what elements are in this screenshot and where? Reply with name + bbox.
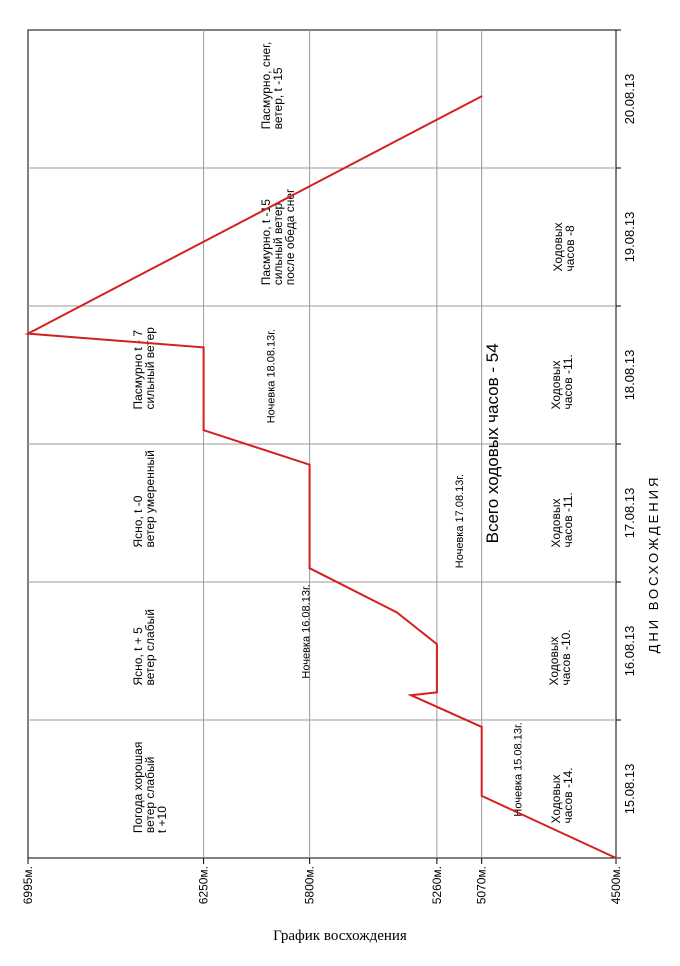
ascent-profile-point [436, 692, 438, 694]
camp-label: Ночевка 17.08.13г. [453, 473, 466, 569]
weather-note-line: после обеда снег [283, 188, 297, 286]
weather-note-line: ветер слабый [143, 609, 157, 686]
hours-note-line: часов -14. [561, 767, 575, 824]
weather-note-line: Ясно, t + 5 [131, 627, 145, 686]
weather-note-line: Пасмурно, t -15 [259, 199, 273, 286]
weather-note-line: Погода хорошая [131, 741, 145, 834]
ascent-profile-point [309, 464, 311, 466]
hours-note [551, 223, 577, 272]
altitude-tick-label: 4500м. [609, 866, 623, 905]
weather-note-line: Пасмурно t - 7 [131, 329, 145, 410]
axis-title-days: ДНИ ВОСХОЖДЕНИЯ [646, 474, 661, 654]
total-hours-label: Всего ходовых часов - 54 [483, 343, 503, 544]
weather-note [131, 609, 157, 685]
weather-note [131, 450, 157, 547]
weather-note-line: t +10 [155, 806, 169, 834]
ascent-profile-point [436, 643, 438, 645]
altitude-tick-label: 5800м. [302, 866, 317, 905]
ascent-profile-point [481, 95, 483, 97]
hours-note-line: часов -11. [561, 492, 575, 548]
day-tick-label: 15.08.13 [622, 763, 637, 815]
weather-note-line: Ясно, t -0 [131, 495, 145, 548]
weather-note-line: сильный ветер, [271, 199, 285, 286]
altitude-tick-label: 5070м. [474, 866, 489, 905]
altitude-tick-label: 6995м. [21, 866, 35, 905]
camp-label: Ночевка 16.08.13г. [300, 584, 313, 679]
hours-note-line: Ходовых [549, 360, 563, 410]
day-tick-label: 20.08.13 [622, 73, 637, 125]
ascent-profile-point [481, 726, 483, 728]
day-tick-label: 17.08.13 [622, 487, 637, 539]
day-tick-label: 18.08.13 [622, 349, 637, 401]
hours-note [549, 767, 575, 823]
ascent-profile-point [203, 429, 205, 431]
hours-note [549, 492, 575, 547]
hours-note-line: часов -10. [559, 629, 573, 686]
weather-note [259, 42, 285, 130]
weather-note [131, 742, 169, 834]
weather-note-line: ветер, t -15 [271, 67, 285, 130]
weather-note-line: Пасмурно, снег, [259, 41, 273, 130]
ascent-profile-point [396, 612, 398, 614]
weather-note-line: ветер умеренный [143, 450, 157, 548]
weather-note [131, 327, 157, 410]
hours-note-line: Ходовых [549, 774, 563, 824]
ascent-profile-point [203, 347, 205, 349]
ascent-profile-point [309, 567, 311, 569]
hours-note-line: Ходовых [547, 636, 561, 686]
camp-label: Ночевка 15.08.13г. [512, 722, 525, 817]
weather-note-line: сильный ветер [143, 327, 157, 410]
hours-note [547, 629, 573, 685]
altitude-tick-label: 5260м. [429, 866, 444, 905]
hours-note [549, 354, 575, 409]
day-tick-label: 19.08.13 [622, 211, 637, 263]
altitude-tick-label: 6250м. [196, 866, 211, 905]
hours-note-line: Ходовых [551, 222, 565, 272]
hours-note-line: Ходовых [549, 498, 563, 548]
chart-caption: График восхождения [273, 928, 407, 944]
ascent-profile-point [27, 333, 29, 335]
camp-label: Ночевка 18.08.13г. [265, 329, 278, 424]
hours-note-line: часов -11. [561, 354, 575, 410]
ascent-profile-point [410, 694, 412, 696]
ascent-profile-point [615, 857, 617, 859]
day-tick-label: 16.08.13 [622, 625, 637, 677]
hours-note-line: часов -8 [563, 225, 577, 272]
ascent-profile-point [481, 795, 483, 797]
ascent-profile-line [28, 96, 616, 858]
weather-note-line: ветер слабый [143, 756, 157, 834]
